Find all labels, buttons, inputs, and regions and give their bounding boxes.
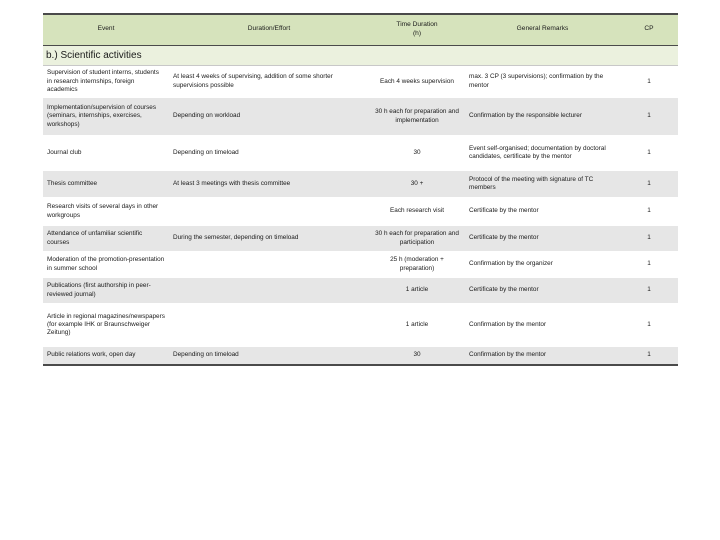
table-row bbox=[43, 226, 678, 251]
cell-time-duration: Each 4 weeks supervision bbox=[380, 77, 454, 85]
table-row bbox=[43, 135, 678, 171]
table-row bbox=[43, 197, 678, 226]
cell-time-duration: 25 h (moderation + preparation) bbox=[390, 256, 444, 272]
cell-event: Implementation/supervision of courses (seminars, internships, exercises, workshops) bbox=[47, 104, 157, 128]
cell-cp: 1 bbox=[647, 286, 651, 294]
scientific-activities-table bbox=[43, 13, 678, 366]
table-row bbox=[43, 347, 678, 365]
cell-event: Moderation of the promotion-presentation in summer school bbox=[47, 256, 165, 272]
cell-time-duration: 30 + bbox=[410, 179, 424, 187]
header-event: Event bbox=[43, 14, 169, 45]
table-row bbox=[43, 98, 678, 135]
cell-cp: 1 bbox=[647, 207, 651, 215]
cell-time-duration: 30 h each for preparation and implementation bbox=[375, 108, 459, 124]
table-row bbox=[43, 171, 678, 197]
cell-remarks: Certificate by the mentor bbox=[469, 286, 539, 294]
cell-cp: 1 bbox=[647, 260, 651, 268]
cell-duration bbox=[169, 278, 369, 303]
cell-remarks: Event self-organised; documentation by doctoral candidates, certificate by the mentor bbox=[469, 144, 606, 160]
table-header-row bbox=[43, 14, 678, 45]
cell-remarks: Confirmation by the responsible lecturer bbox=[469, 112, 582, 120]
table-row bbox=[43, 251, 678, 278]
section-title: b.) Scientific activities bbox=[43, 45, 678, 65]
activities-table-container bbox=[43, 13, 678, 366]
cell-cp: 1 bbox=[647, 148, 651, 156]
cell-remarks: max. 3 CP (3 supervisions); confirmation by the mentor bbox=[469, 73, 604, 89]
header-time-duration-unit: (h) bbox=[412, 29, 422, 37]
cell-cp: 1 bbox=[647, 112, 651, 120]
cell-duration: Depending on workload bbox=[173, 112, 241, 120]
cell-duration bbox=[169, 197, 369, 226]
cell-cp: 1 bbox=[647, 77, 651, 85]
cell-remarks: Certificate by the mentor bbox=[469, 234, 539, 242]
cell-event: Journal club bbox=[47, 148, 82, 156]
cell-remarks: Confirmation by the mentor bbox=[469, 320, 547, 328]
cell-remarks: Certificate by the mentor bbox=[469, 207, 539, 215]
cell-time-duration: 1 article bbox=[405, 286, 429, 294]
cell-event: Thesis committee bbox=[47, 179, 98, 187]
cell-time-duration: Each research visit bbox=[390, 207, 444, 215]
cell-event: Article in regional magazines/newspapers (for example IHK or Braunschweiger Zeitung) bbox=[47, 312, 165, 337]
cell-duration: During the semester, depending on timeload bbox=[173, 234, 299, 242]
cell-duration bbox=[169, 303, 369, 347]
cell-duration bbox=[169, 251, 369, 278]
header-time-duration bbox=[369, 14, 465, 45]
section-title-row bbox=[43, 45, 678, 65]
cell-time-duration: 30 bbox=[413, 351, 421, 359]
cell-duration: Depending on timeload bbox=[173, 351, 239, 359]
header-cp: CP bbox=[620, 14, 678, 45]
cell-duration: At least 4 weeks of supervising, addition of some shorter supervisions possible bbox=[173, 73, 333, 89]
cell-duration: At least 3 meetings with thesis committee bbox=[173, 179, 291, 187]
cell-cp: 1 bbox=[647, 320, 651, 328]
cell-cp: 1 bbox=[647, 351, 651, 359]
cell-cp: 1 bbox=[647, 234, 651, 242]
cell-time-duration: 30 bbox=[413, 148, 421, 156]
cell-time-duration: 30 h each for preparation and participation bbox=[375, 230, 459, 246]
table-row bbox=[43, 65, 678, 98]
cell-event: Publications (first authorship in peer-reviewed journal) bbox=[47, 282, 151, 298]
cell-duration: Depending on timeload bbox=[173, 148, 239, 156]
cell-event: Public relations work, open day bbox=[47, 351, 136, 359]
cell-remarks: Confirmation by the mentor bbox=[469, 351, 547, 359]
table-row bbox=[43, 278, 678, 303]
header-duration-effort: Duration/Effort bbox=[169, 14, 369, 45]
cell-time-duration: 1 article bbox=[405, 320, 429, 328]
header-time-duration-label: Time Duration bbox=[396, 21, 438, 29]
cell-remarks: Confirmation by the organizer bbox=[469, 260, 553, 268]
cell-cp: 1 bbox=[647, 179, 651, 187]
header-general-remarks: General Remarks bbox=[465, 14, 620, 45]
cell-event: Research visits of several days in other workgroups bbox=[47, 203, 159, 219]
cell-remarks: Protocol of the meeting with signature of TC members bbox=[469, 175, 594, 191]
table-row bbox=[43, 303, 678, 347]
cell-event: Attendance of unfamiliar scientific courses bbox=[47, 230, 143, 246]
cell-event: Supervision of student interns, students in research internships, foreign academics bbox=[47, 69, 159, 93]
